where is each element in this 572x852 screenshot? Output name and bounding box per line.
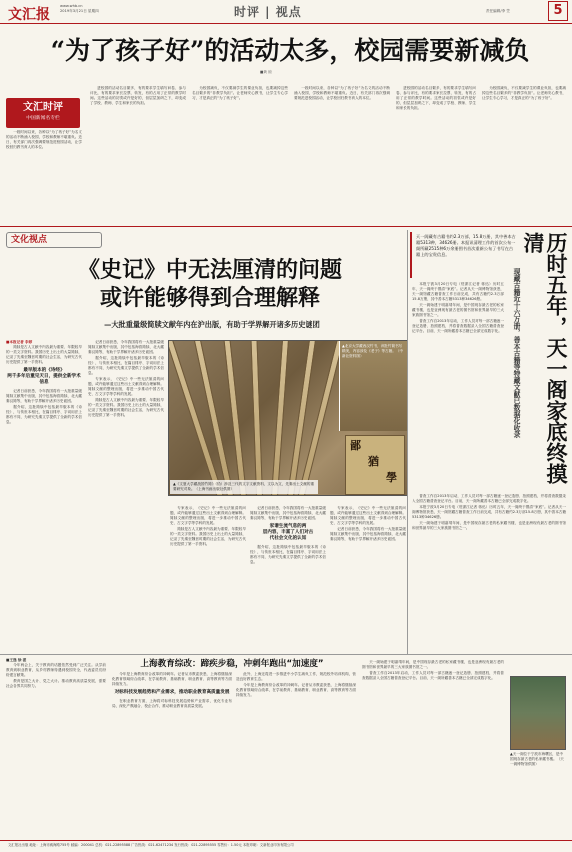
paragraph: 普查工作自2013年启动，工作人员对每一部古籍逐一登记造册、拍照建档，并将普查数据录入全国古籍普查登记平台。目前，天一阁所藏善本古籍已全部完成数字化。 <box>362 671 504 680</box>
opinion-col-4 <box>294 86 390 222</box>
right-feature-col-2 <box>412 494 566 654</box>
column-logo-title: 文汇时评 <box>23 102 63 113</box>
feature-subhead-1: 最早版本的《诗经》 两千多年后重见天日，提供全新学术信息 <box>7 368 81 385</box>
page-number: 5 <box>548 1 568 21</box>
lead-headline: “为了孩子好”的活动太多，校园需要新减负 <box>50 36 530 65</box>
feature-title-line-2: 或许能够得到合理解释 <box>99 285 320 311</box>
right-feature-col-1 <box>412 282 504 488</box>
paragraph: 为校园减负，不仅要减学生的课业负担，也要减掉这些名目繁多的“非教学负担”。让老师安心教书，让学生专心学习，才是真正的“为了孩子好”。 <box>192 86 288 100</box>
opinion-col-3 <box>192 86 288 222</box>
opinion-col-1 <box>6 130 82 222</box>
editor-credit: 责任编辑/李 笠 <box>486 9 510 13</box>
paragraph: 天一阁始建于明嘉靖年间，是中国现存最古老的私家藏书楼，也是亚洲现有最古老的图书馆和世界最早的三大家族图书馆之一。 <box>412 303 504 317</box>
tianyige-photo <box>510 676 566 750</box>
paragraph: 天一阁始建于明嘉靖年间，是中国现存最古老的私家藏书楼，也是亚洲现有最古老的图书馆和世界最早的三大家族图书馆之一。 <box>412 521 566 530</box>
paragraph: 普查工作自2013年启动，工作人员对每一部古籍逐一登记造册、拍照建档，并将普查数据录入全国古籍普查登记平台。目前，天一阁所藏善本古籍已全部完成数字化。 <box>412 319 504 333</box>
feature-tag: 文化视点 <box>6 232 102 248</box>
paragraph: 今年是上海教育综合改革的冲刺年。记者从市教委获悉，上海将继续深化教育领域综合改革，在学前教育、基础教育、职业教育、高等教育等方面持续发力。 <box>236 683 356 697</box>
slip-character: 學 <box>386 471 397 484</box>
bamboo-slip <box>271 340 291 496</box>
bottom-article-col-2 <box>236 672 356 836</box>
slip-character: 鄙 <box>350 439 361 452</box>
paragraph: 本报宁波3月20日专电（驻浙江记者 蒋迅）历时五年，天一阁终于摸清“家底”。记者从天一阁博物馆获悉，天一阁馆藏古籍普查工作日前完成，共有古籍约2.3万部15.8万册，其中善本古籍5313种34626册。 <box>412 282 504 301</box>
paragraph: 记者日前获悉，今年我国将有一大批重量级简牍文献集中出版，其中包括海昏简牍、北大藏秦汉简等，有助于学界解开诸多历史谜团。 <box>330 527 406 541</box>
paragraph: 进校园的活动名目繁多，有的要求学生填写问卷、参与评比，有的要求家长拉票、转发，有的占用了正常的教学时间。这些活动的初衷或许是好的，但层层加码之下，却变成了学校、教师、学生和家长的负担。 <box>396 86 476 110</box>
masthead-meta <box>60 4 99 14</box>
paragraph: 此外，上海还将进一步推进中小学生减负工作，规范校外培训机构，营造良好教育生态。 <box>236 672 356 681</box>
paragraph: 据介绍，这批简牍中包括最早版本的《诗经》，与传世本相比，在篇目排序、字词用法上都有不同，为研究先秦文学提供了全新的学术信息。 <box>250 545 326 564</box>
footer: 文汇报社出版 地址：上海市威海路755号 邮编：200041 总机：021-22895588 广告热线：021-62471234 发行热线：021-22895555 零售价：1.50元 本报印刷：文新报业印务有限公司 <box>0 840 572 852</box>
feature-col-1 <box>6 340 82 650</box>
bottom-article-subhead: 对标科技发展趋势和产业需求，推动职业教育高质量发展 <box>114 690 230 695</box>
opinion-col-6 <box>482 86 566 222</box>
feature-col-2 <box>88 340 164 650</box>
inset-caption: ▲北京大学藏西汉竹书，该批竹简书写精美，内容涉及《老子》等古籍。（中新社资料图） <box>342 344 404 358</box>
bottom-left-article <box>6 658 106 836</box>
paragraph: 据介绍，这批简牍中包括最早版本的《诗经》，与传世本相比，在篇目排序、字词用法上都有不同，为研究先秦文学提供了全新的学术信息。 <box>88 356 164 375</box>
paragraph: 今年是上海教育综合改革的冲刺年。记者从市教委获悉，上海将继续深化教育领域综合改革，在学前教育、基础教育、职业教育、高等教育等方面持续发力。 <box>112 672 232 686</box>
paragraph: 进校园的活动名目繁多，有的要求学生填写问卷、参与评比，有的要求家长拉票、转发，有的占用了正常的教学时间。这些活动的初衷或许是好的，但层层加码之下，却变成了学校、教师、学生和家长的负担。 <box>90 86 186 105</box>
paragraph: 为校园减负，不仅要减学生的课业负担，也要减掉这些名目繁多的“非教学负担”。让老师安心教书，让学生专心学习，才是真正的“为了孩子好”。 <box>482 86 566 100</box>
bamboo-slip <box>250 340 263 496</box>
newspaper-logo: 文汇报 <box>8 7 50 23</box>
paragraph: 简牍是古人文献中内容最为重要、年限较早的一类文字资料。我国历史上出土的大量简牍，记录了先秦至魏晋时期的社会生活，为研究古代历史提供了第一手资料。 <box>88 398 164 417</box>
bottom-article-col-1 <box>112 672 232 836</box>
feature-col-4 <box>250 506 326 652</box>
paragraph: 据介绍，这批简牍中包括最早版本的《诗经》，与传世本相比，在篇目排序、字词用法上都有不同，为研究先秦文学提供了全新的学术信息。 <box>6 405 82 424</box>
paragraph: 简牍是古人文献中内容最为重要、年限较早的一类文字资料。我国历史上出土的大量简牍，记录了先秦至魏晋时期的社会生活，为研究古代历史提供了第一手资料。 <box>170 527 246 546</box>
feature-byline: ■本报记者 李婷 <box>6 340 33 344</box>
issue-date: 2019年3月21日 星期四 <box>60 9 99 13</box>
section-title: 时评 | 视点 <box>234 5 302 19</box>
tianyige-caption: ▲天一阁位于宁波市海曙区，是中国现存最古老的私家藏书楼。（天一阁博物馆供图） <box>510 752 564 766</box>
paragraph: 专家表示，《史记》中一些无法厘清的问题，或许能够通过这些出土文献得到合理解释。简牍文献的整理出版，将进一步推动中国古代史、古文字学等学科的发展。 <box>88 377 164 396</box>
paragraph: 记者日前获悉，今年我国将有一大批重量级简牍文献集中出版，其中包括海昏简牍、北大藏秦汉简等，有助于学界解开诸多历史谜团。 <box>6 389 82 403</box>
feature-subtitle: —大批重量级简牍文献年内在沪出版，有助于学界解开诸多历史谜团 <box>104 320 320 329</box>
bottom-article-title: 上海教育综改：蹄疾步稳，冲刺年跑出“加速度” <box>140 659 324 669</box>
right-feature-deck: 现藏古籍近十六万册，善本古籍等特藏文献已数据化收录 <box>512 268 520 438</box>
feature-title <box>40 256 380 312</box>
site-url: www.whb.cn <box>60 4 83 8</box>
column-logo-sub: 中国新闻名专栏 <box>26 116 60 121</box>
lead-author: ■黄 琼 <box>260 70 272 74</box>
paragraph: 记者日前获悉，今年我国将有一大批重量级简牍文献集中出版，其中包括海昏简牍、北大藏秦汉简等，有助于学界解开诸多历史谜团。 <box>250 506 326 520</box>
pull-quote: 天一阁藏有古籍书约2.3万部，15.8万册，其中善本古籍5313种，34626册。本报讯清理工作的首次公布一阁所藏2515种6万余册图书首次重新公布了书写在古籍上的宝贵信息。 <box>410 232 520 278</box>
paragraph: 一段时间以来，各种以“为了孩子好”为名义的活动不断涌入校园，学校和教师不堪重负。近日，有关部门再次强调要规范进校园活动，让学校回归教书育人的本位。 <box>294 86 390 100</box>
slip-character: 猶 <box>368 455 379 468</box>
paragraph: 天一阁始建于明嘉靖年间，是中国现存最古老的私家藏书楼，也是亚洲现有最古老的图书馆和世界最早的三大家族图书馆之一。 <box>362 660 504 669</box>
paragraph: 教育是国之大计、党之大计。推动教育高质量发展，需要社会各界共同努力。 <box>6 679 106 688</box>
column-logo <box>6 98 80 128</box>
feature-col-5 <box>330 506 406 652</box>
paragraph: 今年两会上，关于教育的话题依然受到广泛关注。从学前教育到职业教育，从乡村教师待遇到校园安全，代表委员们纷纷建言献策。 <box>6 663 106 677</box>
opinion-col-2 <box>90 86 186 222</box>
paragraph: 在职业教育方面，上海将对标科技发展趋势和产业需求，优化专业布局，深化产教融合、校企合作，推动职业教育高质量发展。 <box>112 699 232 708</box>
paragraph: 本报宁波3月20日专电（驻浙江记者 蒋迅）历时五年，天一阁终于摸清“家底”。记者从天一阁博物馆获悉，天一阁馆藏古籍普查工作日前完成，共有古籍约2.3万部15.8万册，其中善本古籍5313种34626册。 <box>412 505 566 519</box>
feature-subhead-2: 家谱生流气息的两 层内容，丰富了人们对古 代社会文化的认知 <box>262 524 314 541</box>
slip-closeup <box>345 435 405 495</box>
paragraph: 记者日前获悉，今年我国将有一大批重量级简牍文献集中出版，其中包括海昏简牍、北大藏秦汉简等，有助于学界解开诸多历史谜团。 <box>88 340 164 354</box>
right-feature-title: 历时五年，天一阁家底终摸清 <box>521 232 569 484</box>
section-divider <box>0 654 572 655</box>
bottom-left-byline: ■王逸 徐 湛 <box>6 658 27 662</box>
paragraph: 专家表示，《史记》中一些无法厘清的问题，或许能够通过这些出土文献得到合理解释。简牍文献的整理出版，将进一步推动中国古代史、古文字学等学科的发展。 <box>170 506 246 525</box>
paragraph: 一段时间以来，各种以“为了孩子好”为名义的活动不断涌入校园，学校和教师不堪重负。近日，有关部门再次强调要规范进校园活动，让学校回归教书育人的本位。 <box>6 130 82 149</box>
photo-caption: ▲《文夏大学藏战国竹简》（拾）涉及三代的文字文献资料，文以为文，先秦出土文献的重要研究对象。（上海书画出版社供图） <box>170 480 318 494</box>
section-divider <box>0 226 572 227</box>
paragraph: 普查工作自2013年启动，工作人员对每一部古籍逐一登记造册、拍照建档，并将普查数据录入全国古籍普查登记平台。目前，天一阁所藏善本古籍已全部完成数字化。 <box>412 494 566 503</box>
paragraph: 简牍是古人文献中内容最为重要、年限较早的一类文字资料。我国历史上出土的大量简牍，记录了先秦至魏晋时期的社会生活，为研究古代历史提供了第一手资料。 <box>6 345 82 364</box>
bamboo-slips-photo <box>168 340 408 496</box>
feature-title-line-1: 《史记》中无法厘清的问题 <box>77 257 342 283</box>
bottom-right-article <box>362 660 504 836</box>
column-divider <box>407 230 408 654</box>
paragraph: 专家表示，《史记》中一些无法厘清的问题，或许能够通过这些出土文献得到合理解释。简牍文献的整理出版，将进一步推动中国古代史、古文字学等学科的发展。 <box>330 506 406 525</box>
opinion-col-5 <box>396 86 476 222</box>
feature-col-3 <box>170 506 246 652</box>
